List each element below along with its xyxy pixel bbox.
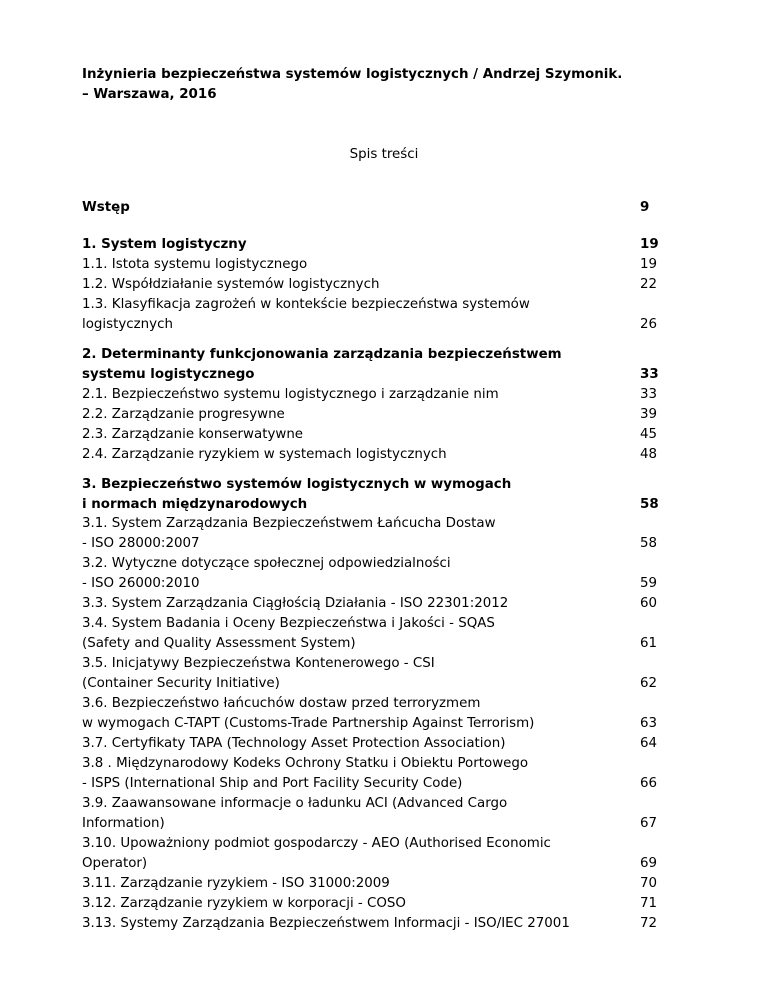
toc-chapter-2: 2. Determinanty funkcjonowania zarządzania bezpieczeństwem <box>82 347 562 362</box>
toc-page: 39 <box>640 407 658 422</box>
toc-page: 61 <box>640 636 658 651</box>
toc-page: 19 <box>640 257 658 272</box>
toc-entry-cont: Operator) <box>82 856 148 871</box>
toc-entry: 2.1. Bezpieczeństwo systemu logistycznego i zarządzanie nim <box>82 387 499 402</box>
toc-entry: 3.13. Systemy Zarządzania Bezpieczeństwem Informacji - ISO/IEC 27001 <box>82 916 570 931</box>
toc-entry: 3.3. System Zarządzania Ciągłością Działania - ISO 22301:2012 <box>82 596 509 611</box>
toc-page: 70 <box>640 876 658 891</box>
toc-page: 22 <box>640 277 658 292</box>
toc-page: 48 <box>640 447 658 462</box>
toc-entry: 1.2. Współdziałanie systemów logistycznych <box>82 277 380 292</box>
toc-page: 59 <box>640 576 658 591</box>
toc-entry-cont: - ISO 26000:2010 <box>82 576 200 591</box>
toc-page: 67 <box>640 816 658 831</box>
toc-page: 26 <box>640 317 658 332</box>
toc-entry: 3.2. Wytyczne dotyczące społecznej odpowiedzialności <box>82 556 451 571</box>
toc-page: 66 <box>640 776 658 791</box>
toc-chapter-1: 1. System logistyczny <box>82 237 247 252</box>
toc-entry: 3.1. System Zarządzania Bezpieczeństwem Łańcucha Dostaw <box>82 516 496 531</box>
toc-page: 72 <box>640 916 658 931</box>
toc-entry-cont: (Safety and Quality Assessment System) <box>82 636 356 651</box>
document-header <box>82 65 702 105</box>
toc-chapter-3: 3. Bezpieczeństwo systemów logistycznych w wymogach <box>82 477 512 492</box>
toc-entry: 3.12. Zarządzanie ryzykiem w korporacji - COSO <box>82 896 406 911</box>
toc-entry: 3.10. Upoważniony podmiot gospodarczy - AEO (Authorised Economic <box>82 836 551 851</box>
toc-page: 58 <box>640 536 658 551</box>
toc-page-ch1: 19 <box>640 237 659 252</box>
toc-entry-cont: (Container Security Initiative) <box>82 676 280 691</box>
toc-entry: 2.2. Zarządzanie progresywne <box>82 407 285 422</box>
toc-entry: 3.8 . Międzynarodowy Kodeks Ochrony Statku i Obiektu Portowego <box>82 756 529 771</box>
toc-entry: 2.3. Zarządzanie konserwatywne <box>82 427 304 442</box>
toc-page: 71 <box>640 896 658 911</box>
toc-entry: 2.4. Zarządzanie ryzykiem w systemach logistycznych <box>82 447 447 462</box>
toc-page: 69 <box>640 856 658 871</box>
toc-page: 33 <box>640 387 658 402</box>
toc-page: 63 <box>640 716 658 731</box>
toc-entry: 3.4. System Badania i Oceny Bezpieczeństwa i Jakości - SQAS <box>82 616 495 631</box>
toc-chapter-2-cont: systemu logistycznego <box>82 367 255 382</box>
toc-entry-cont: - ISO 28000:2007 <box>82 536 200 551</box>
toc-page: 45 <box>640 427 658 442</box>
toc-entry-cont: logistycznych <box>82 317 173 332</box>
toc-page-intro: 9 <box>640 200 650 215</box>
toc-entry: 3.9. Zaawansowane informacje o ładunku ACI (Advanced Cargo <box>82 796 508 811</box>
header-line-1: Inżynieria bezpieczeństwa systemów logistycznych / Andrzej Szymonik. <box>82 67 623 82</box>
toc-page: 60 <box>640 596 658 611</box>
toc-entry-cont: Information) <box>82 816 165 831</box>
toc-entry: 3.5. Inicjatywy Bezpieczeństwa Kontenerowego - CSI <box>82 656 435 671</box>
toc-entry: 3.11. Zarządzanie ryzykiem - ISO 31000:2009 <box>82 876 390 891</box>
toc-title: Spis treści <box>349 147 419 162</box>
toc-entry-intro: Wstęp <box>82 200 130 215</box>
toc-entry: 1.1. Istota systemu logistycznego <box>82 257 308 272</box>
toc-entry-cont: w wymogach C-TAPT (Customs-Trade Partnership Against Terrorism) <box>82 716 535 731</box>
toc-entry: 3.6. Bezpieczeństwo łańcuchów dostaw przed terroryzmem <box>82 696 481 711</box>
header-line-2: – Warszawa, 2016 <box>82 87 217 102</box>
toc-chapter-3-cont: i normach międzynarodowych <box>82 497 308 512</box>
toc-entry-cont: - ISPS (International Ship and Port Facility Security Code) <box>82 776 463 791</box>
toc-entry: 1.3. Klasyfikacja zagrożeń w kontekście bezpieczeństwa systemów <box>82 297 530 312</box>
toc-page: 64 <box>640 736 658 751</box>
toc-page-ch3: 58 <box>640 497 659 512</box>
toc-entry: 3.7. Certyfikaty TAPA (Technology Asset Protection Association) <box>82 736 506 751</box>
toc-page-ch2: 33 <box>640 367 659 382</box>
toc-page: 62 <box>640 676 658 691</box>
